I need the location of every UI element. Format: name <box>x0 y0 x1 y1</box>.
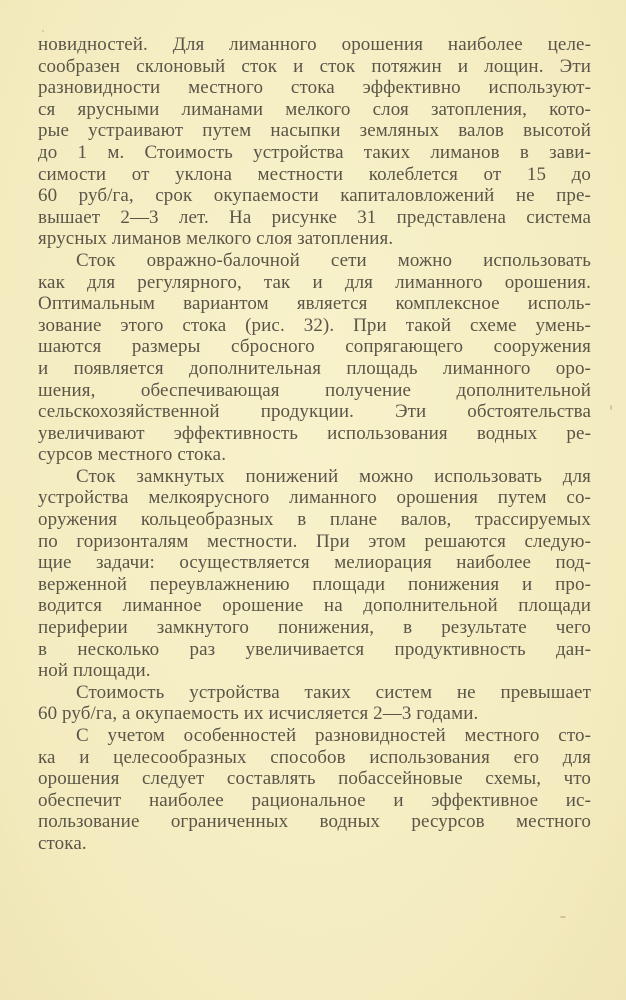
text-line: сообразен склоновый сток и сток потяжин и лощин. Эти <box>38 55 591 77</box>
text-line: новидностей. Для лиманного орошения наиболее целе- <box>38 34 591 55</box>
text-line: и появляется дополнительная площадь лиманного оро- <box>38 357 591 379</box>
text-line: водится лиманное орошение на дополнительной площади <box>38 595 591 617</box>
text-line: орошения следует составлять побассейновые схемы, что <box>38 768 591 790</box>
text-line: оружения кольцеобразных в плане валов, трассируемых <box>38 509 591 531</box>
text-line: пользование ограниченных водных ресурсов местного <box>38 811 591 833</box>
text-line: по горизонталям местности. При этом решаются следую- <box>38 530 591 552</box>
text-line: вышает 2—3 лет. На рисунке 31 представлена система <box>38 206 591 228</box>
text-line: сельскохозяйственной продукции. Эти обстоятельства <box>38 401 591 423</box>
text-line: Оптимальным вариантом является комплексное исполь- <box>38 293 591 315</box>
text-line: 60 руб/га, а окупаемость их исчисляется 2—3 годами. <box>38 703 479 725</box>
text-line: зование этого стока (рис. 32). При такой схеме умень- <box>38 314 591 336</box>
text-line: стока. <box>38 832 87 854</box>
text-line: ка и целесообразных способов использования его для <box>38 746 591 768</box>
text-line: Стоимость устройства таких систем не превышает <box>76 681 591 703</box>
text-line: ся ярусными лиманами мелкого слоя затопления, кото- <box>38 98 591 120</box>
text-line: верженной переувлажнению площади понижения и про- <box>38 573 591 595</box>
text-line: обеспечит наиболее рациональное и эффективное ис- <box>38 789 591 811</box>
text-line: щие задачи: осуществляется мелиорация наиболее под- <box>38 552 591 574</box>
paragraph <box>38 725 591 855</box>
paper-speck <box>560 916 566 918</box>
text-line: устройства мелкоярусного лиманного орошения путем со- <box>38 487 591 509</box>
paragraph <box>38 250 591 466</box>
text-line: увеличивают эффективность использования водных ре- <box>38 422 591 444</box>
text-line: Сток овражно-балочной сети можно использовать <box>76 249 591 271</box>
paper-speck <box>610 405 612 410</box>
paragraph <box>38 682 591 725</box>
paragraph <box>38 34 591 250</box>
paper-speck <box>42 30 44 32</box>
book-page-text <box>38 34 591 855</box>
text-line: 60 руб/га, срок окупаемости капиталовложений не пре- <box>38 185 591 207</box>
text-line: ной площади. <box>38 660 151 682</box>
text-line: симости от уклона местности колеблется от 15 до <box>38 163 591 185</box>
text-line: С учетом особенностей разновидностей местного сто- <box>76 725 591 746</box>
text-line: рые устраивают путем насыпки земляных валов высотой <box>38 120 591 142</box>
text-line: в несколько раз увеличивается продуктивность дан- <box>38 638 591 660</box>
text-line: периферии замкнутого понижения, в результате чего <box>38 617 591 639</box>
text-line: шения, обеспечивающая получение дополнительной <box>38 379 591 401</box>
text-line: шаются размеры сбросного сопрягающего сооружения <box>38 336 591 358</box>
paragraph <box>38 466 591 682</box>
text-line: разновидности местного стока эффективно используют- <box>38 77 591 99</box>
text-line: Сток замкнутых понижений можно использовать для <box>76 465 591 487</box>
text-line: сурсов местного стока. <box>38 444 227 466</box>
text-line: как для регулярного, так и для лиманного орошения. <box>38 271 591 293</box>
text-line: ярусных лиманов мелкого слоя затопления. <box>38 228 394 250</box>
text-line: до 1 м. Стоимость устройства таких лиманов в зави- <box>38 141 591 163</box>
